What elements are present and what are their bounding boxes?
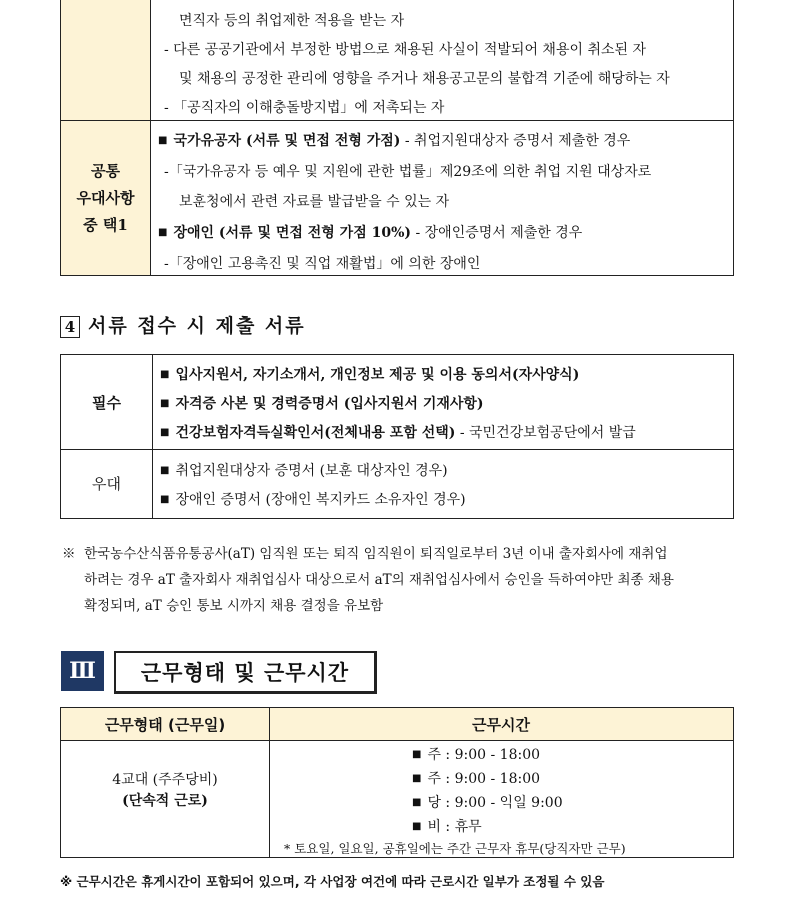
table-label-cell-empty: [61, 0, 151, 120]
square-bullet-icon: ■: [160, 369, 170, 380]
section-heading: [60, 311, 306, 338]
shift-item: ■ 주 : 9:00 - 18:00: [412, 747, 541, 763]
preferred-doc-item: ■ 장애인 증명서 (장애인 복지카드 소유자인 경우): [160, 492, 466, 508]
work-type-sub: (단속적 근로): [122, 793, 208, 809]
preferred-doc-item: ■ 취업지원대상자 증명서 (보훈 대상자인 경우): [160, 463, 448, 479]
square-bullet-icon: ■: [412, 821, 422, 832]
disqualify-line: - 「공직자의 이해충돌방지법」에 저촉되는 자: [164, 100, 445, 116]
shift-item: ■ 주 : 9:00 - 18:00: [412, 771, 541, 787]
work-schedule-table: [60, 707, 734, 858]
label-line: 중 택1: [83, 215, 128, 234]
square-bullet-icon: ■: [160, 494, 170, 505]
square-bullet-icon: ■: [412, 797, 422, 808]
required-doc-item: ■ 건강보험자격득실확인서(전체내용 포함 선택) - 국민건강보험공단에서 발급: [160, 425, 636, 441]
square-bullet-icon: ■: [158, 227, 168, 238]
section-title: 근무형태 및 근무시간: [114, 651, 377, 694]
preference-line: -「장애인 고용촉진 및 직업 재활법」에 의한 장애인: [164, 256, 481, 272]
disqualify-line: 및 채용의 공정한 관리에 영향을 주거나 채용공고문의 불합격 기준에 해당하는 자: [179, 71, 670, 87]
preference-line: 보훈청에서 관련 자료를 발급받을 수 있는 자: [179, 194, 450, 210]
section-roman-badge: Ⅲ: [61, 651, 104, 691]
label-line: 공통: [91, 161, 120, 180]
preference-item: ■ 국가유공자 (서류 및 면접 전형 가점) - 취업지원대상자 증명서 제출한 경우: [158, 133, 631, 149]
note-line: 확정되며, aT 승인 통보 시까지 채용 결정을 유보함: [84, 598, 384, 614]
common-preference-label: [61, 120, 151, 275]
preference-item: ■ 장애인 (서류 및 면접 전형 가점 10%) - 장애인증명서 제출한 경우: [158, 225, 583, 241]
work-footnote: * 토요일, 일요일, 공휴일에는 주간 근무자 휴무(당직자만 근무): [284, 841, 626, 856]
square-bullet-icon: ■: [412, 749, 422, 760]
note-mark: ※: [62, 546, 76, 562]
section-title: 서류 접수 시 제출 서류: [88, 315, 306, 337]
shift-item: ■ 당 : 9:00 - 익일 9:00: [412, 795, 563, 811]
required-doc-item: ■ 자격증 사본 및 경력증명서 (입사지원서 기재사항): [160, 396, 484, 412]
disqualify-line: 면직자 등의 취업제한 적용을 받는 자: [179, 13, 405, 29]
work-type-text: 4교대 (주주당비): [112, 772, 218, 788]
square-bullet-icon: ■: [158, 135, 168, 146]
disqualify-line: - 다른 공공기관에서 부정한 방법으로 채용된 사실이 적발되어 채용이 취소된 자: [164, 42, 646, 58]
reemployment-note: ※ 한국농수산식품유통공사(aT) 임직원 또는 퇴직 임직원이 퇴직일로부터 3년 이내 출자회사에 재취업: [62, 546, 668, 562]
note-line: 하려는 경우 aT 출자회사 재취업심사 대상으로서 aT의 재취업심사에서 승인을 득하여야만 최종 채용: [84, 572, 674, 588]
square-bullet-icon: ■: [412, 773, 422, 784]
shift-item: ■ 비 : 휴무: [412, 819, 482, 835]
label-line: 우대사항: [76, 188, 135, 207]
required-label: 필수: [61, 355, 153, 449]
preference-line: -「국가유공자 등 예우 및 지원에 관한 법률」제29조에 의한 취업 지원 대상자로: [164, 164, 652, 180]
header-work-type: 근무형태 (근무일): [104, 715, 226, 734]
section-number: 4: [60, 316, 80, 338]
square-bullet-icon: ■: [160, 398, 170, 409]
square-bullet-icon: ■: [160, 427, 170, 438]
square-bullet-icon: ■: [160, 465, 170, 476]
work-type-cell: [61, 770, 269, 812]
preferred-label: 우대: [61, 449, 153, 518]
header-work-hours: 근무시간: [472, 715, 530, 734]
work-hours-note: ※ 근무시간은 휴게시간이 포함되어 있으며, 각 사업장 여건에 따라 근로시간 일부가 조정될 수 있음: [60, 874, 605, 889]
required-doc-item: ■ 입사지원서, 자기소개서, 개인정보 제공 및 이용 동의서(자사양식): [160, 367, 580, 383]
